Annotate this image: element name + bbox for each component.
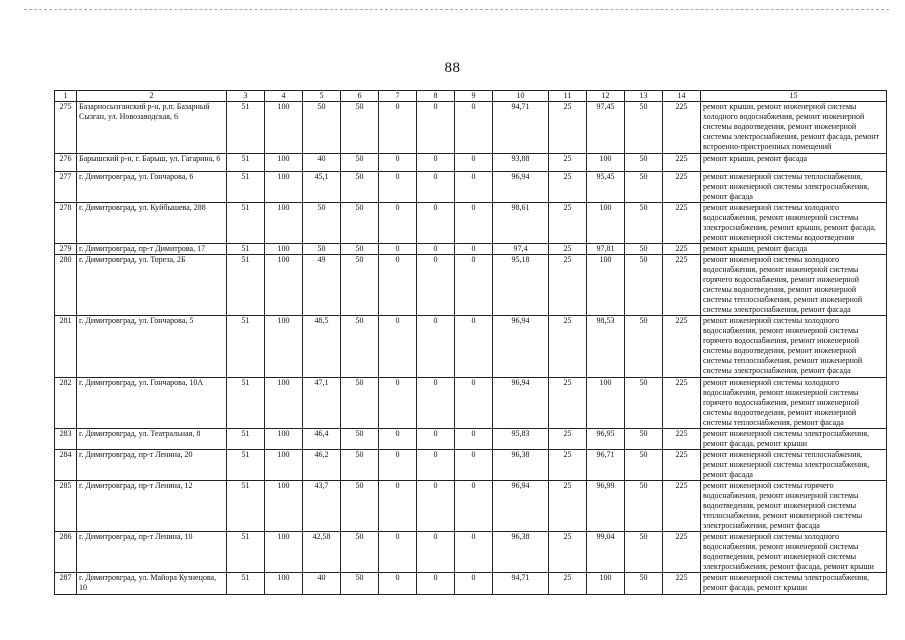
value-cell: 50 bbox=[341, 203, 379, 244]
value-cell: 100 bbox=[587, 255, 625, 316]
value-cell: 95,18 bbox=[493, 255, 549, 316]
value-cell: 98,61 bbox=[493, 203, 549, 244]
value-cell: 225 bbox=[663, 481, 701, 532]
column-number-header bbox=[55, 91, 887, 102]
value-cell: 45,1 bbox=[303, 172, 341, 203]
value-cell: 225 bbox=[663, 378, 701, 429]
value-cell: 0 bbox=[455, 573, 493, 595]
value-cell: 0 bbox=[455, 481, 493, 532]
value-cell: 25 bbox=[549, 429, 587, 450]
address-cell: г. Димитровград, ул. Куйбышева, 288 bbox=[77, 203, 227, 244]
value-cell: 50 bbox=[341, 244, 379, 255]
value-cell: 0 bbox=[379, 429, 417, 450]
value-cell: 50 bbox=[341, 172, 379, 203]
value-cell: 96,38 bbox=[493, 450, 549, 481]
value-cell: 50 bbox=[303, 203, 341, 244]
value-cell: 51 bbox=[227, 450, 265, 481]
column-header-cell: 10 bbox=[493, 91, 549, 102]
address-cell: Барышский р-н, г. Барыш, ул. Гагарина, 6 bbox=[77, 154, 227, 172]
value-cell: 51 bbox=[227, 203, 265, 244]
works-cell: ремонт инженерной системы холодного водоснабжения, ремонт инженерной системы водоотведения, ремонт инженерной системы электроснабжения, ремонт фасада, ремонт крыши bbox=[701, 532, 887, 573]
value-cell: 0 bbox=[455, 316, 493, 378]
value-cell: 0 bbox=[455, 378, 493, 429]
row-number-cell: 284 bbox=[55, 450, 77, 481]
value-cell: 25 bbox=[549, 316, 587, 378]
value-cell: 46,2 bbox=[303, 450, 341, 481]
value-cell: 0 bbox=[379, 172, 417, 203]
value-cell: 25 bbox=[549, 378, 587, 429]
value-cell: 51 bbox=[227, 172, 265, 203]
value-cell: 96,99 bbox=[587, 481, 625, 532]
value-cell: 94,71 bbox=[493, 573, 549, 595]
value-cell: 25 bbox=[549, 203, 587, 244]
value-cell: 94,71 bbox=[493, 102, 549, 154]
value-cell: 50 bbox=[625, 203, 663, 244]
top-border-rule bbox=[24, 9, 889, 10]
value-cell: 51 bbox=[227, 429, 265, 450]
repair-program-table bbox=[54, 90, 887, 595]
table-row bbox=[55, 378, 887, 429]
column-header-cell: 3 bbox=[227, 91, 265, 102]
value-cell: 50 bbox=[341, 316, 379, 378]
value-cell: 97,45 bbox=[587, 102, 625, 154]
value-cell: 50 bbox=[341, 255, 379, 316]
value-cell: 0 bbox=[379, 481, 417, 532]
value-cell: 0 bbox=[379, 450, 417, 481]
value-cell: 25 bbox=[549, 450, 587, 481]
table-row bbox=[55, 573, 887, 595]
value-cell: 100 bbox=[265, 573, 303, 595]
row-number-cell: 286 bbox=[55, 532, 77, 573]
value-cell: 100 bbox=[265, 154, 303, 172]
value-cell: 100 bbox=[265, 450, 303, 481]
value-cell: 225 bbox=[663, 172, 701, 203]
value-cell: 225 bbox=[663, 244, 701, 255]
value-cell: 0 bbox=[455, 244, 493, 255]
value-cell: 50 bbox=[303, 102, 341, 154]
value-cell: 0 bbox=[417, 255, 455, 316]
value-cell: 0 bbox=[417, 532, 455, 573]
value-cell: 96,94 bbox=[493, 481, 549, 532]
value-cell: 100 bbox=[265, 102, 303, 154]
value-cell: 100 bbox=[587, 378, 625, 429]
value-cell: 0 bbox=[417, 573, 455, 595]
value-cell: 0 bbox=[417, 102, 455, 154]
value-cell: 25 bbox=[549, 532, 587, 573]
column-header-cell: 15 bbox=[701, 91, 887, 102]
column-header-cell: 2 bbox=[77, 91, 227, 102]
value-cell: 47,1 bbox=[303, 378, 341, 429]
value-cell: 50 bbox=[341, 481, 379, 532]
table-row bbox=[55, 255, 887, 316]
table-row bbox=[55, 172, 887, 203]
row-number-cell: 278 bbox=[55, 203, 77, 244]
value-cell: 42,58 bbox=[303, 532, 341, 573]
value-cell: 100 bbox=[587, 203, 625, 244]
works-cell: ремонт крыши, ремонт фасада bbox=[701, 154, 887, 172]
value-cell: 0 bbox=[455, 450, 493, 481]
works-cell: ремонт крыши, ремонт инженерной системы холодного водоснабжения, ремонт инженерной системы водоотведения, ремонт инженерной системы электроснабжения, ремонт фасада, ремонт встроенно-пристроенных помещений bbox=[701, 102, 887, 154]
value-cell: 40 bbox=[303, 573, 341, 595]
value-cell: 225 bbox=[663, 573, 701, 595]
value-cell: 0 bbox=[379, 316, 417, 378]
value-cell: 0 bbox=[379, 532, 417, 573]
value-cell: 50 bbox=[341, 450, 379, 481]
value-cell: 0 bbox=[455, 532, 493, 573]
works-cell: ремонт инженерной системы электроснабжения, ремонт фасада, ремонт крыши bbox=[701, 573, 887, 595]
value-cell: 0 bbox=[417, 378, 455, 429]
address-cell: г. Димитровград, пр-т Ленина, 20 bbox=[77, 450, 227, 481]
table-row bbox=[55, 481, 887, 532]
value-cell: 51 bbox=[227, 102, 265, 154]
address-cell: г. Димитровград, ул. Гончарова, 5 bbox=[77, 316, 227, 378]
column-header-cell: 14 bbox=[663, 91, 701, 102]
value-cell: 51 bbox=[227, 573, 265, 595]
value-cell: 0 bbox=[455, 172, 493, 203]
address-cell: г. Димитровград, ул. Театральная, 8 bbox=[77, 429, 227, 450]
row-number-cell: 281 bbox=[55, 316, 77, 378]
value-cell: 225 bbox=[663, 429, 701, 450]
column-header-cell: 6 bbox=[341, 91, 379, 102]
row-number-cell: 276 bbox=[55, 154, 77, 172]
table-row bbox=[55, 244, 887, 255]
value-cell: 50 bbox=[341, 154, 379, 172]
value-cell: 0 bbox=[379, 573, 417, 595]
value-cell: 100 bbox=[587, 154, 625, 172]
column-header-cell: 12 bbox=[587, 91, 625, 102]
value-cell: 0 bbox=[455, 429, 493, 450]
value-cell: 50 bbox=[625, 450, 663, 481]
value-cell: 93,88 bbox=[493, 154, 549, 172]
value-cell: 225 bbox=[663, 102, 701, 154]
value-cell: 50 bbox=[625, 378, 663, 429]
table-row bbox=[55, 102, 887, 154]
address-cell: г. Димитровград, пр-т Димитрова, 17 bbox=[77, 244, 227, 255]
works-cell: ремонт инженерной системы холодного водоснабжения, ремонт инженерной системы горячего водоснабжения, ремонт инженерной системы водоотведения, ремонт инженерной системы теплоснабжения, ремонт фасада bbox=[701, 378, 887, 429]
value-cell: 0 bbox=[379, 255, 417, 316]
value-cell: 100 bbox=[265, 244, 303, 255]
value-cell: 43,7 bbox=[303, 481, 341, 532]
column-header-cell: 1 bbox=[55, 91, 77, 102]
value-cell: 50 bbox=[341, 378, 379, 429]
value-cell: 25 bbox=[549, 172, 587, 203]
value-cell: 95,45 bbox=[587, 172, 625, 203]
value-cell: 100 bbox=[265, 532, 303, 573]
value-cell: 96,94 bbox=[493, 316, 549, 378]
value-cell: 50 bbox=[341, 102, 379, 154]
column-header-cell: 9 bbox=[455, 91, 493, 102]
table-row bbox=[55, 203, 887, 244]
address-cell: г. Димитровград, ул. Тореза, 2Б bbox=[77, 255, 227, 316]
value-cell: 100 bbox=[265, 203, 303, 244]
value-cell: 0 bbox=[417, 244, 455, 255]
column-header-cell: 13 bbox=[625, 91, 663, 102]
row-number-cell: 287 bbox=[55, 573, 77, 595]
table-row bbox=[55, 532, 887, 573]
value-cell: 96,38 bbox=[493, 532, 549, 573]
value-cell: 99,04 bbox=[587, 532, 625, 573]
value-cell: 0 bbox=[455, 102, 493, 154]
row-number-cell: 275 bbox=[55, 102, 77, 154]
address-cell: г. Димитровград, ул. Гончарова, 6 bbox=[77, 172, 227, 203]
value-cell: 25 bbox=[549, 102, 587, 154]
value-cell: 0 bbox=[379, 102, 417, 154]
value-cell: 100 bbox=[265, 481, 303, 532]
value-cell: 50 bbox=[625, 429, 663, 450]
value-cell: 96,71 bbox=[587, 450, 625, 481]
works-cell: ремонт инженерной системы холодного водоснабжения, ремонт инженерной системы горячего водоснабжения, ремонт инженерной системы водоотведения, ремонт инженерной системы теплоснабжения, ремонт инженерной системы электроснабжения, ремонт фасада bbox=[701, 316, 887, 378]
value-cell: 0 bbox=[455, 255, 493, 316]
row-number-cell: 279 bbox=[55, 244, 77, 255]
works-cell: ремонт инженерной системы холодного водоснабжения, ремонт инженерной системы электроснабжения, ремонт крыши, ремонт фасада, ремонт инженерной системы водоотведения bbox=[701, 203, 887, 244]
value-cell: 50 bbox=[625, 573, 663, 595]
page-number: 88 bbox=[444, 60, 461, 76]
column-header-cell: 4 bbox=[265, 91, 303, 102]
value-cell: 225 bbox=[663, 532, 701, 573]
value-cell: 100 bbox=[265, 429, 303, 450]
value-cell: 50 bbox=[303, 244, 341, 255]
value-cell: 50 bbox=[341, 429, 379, 450]
value-cell: 96,94 bbox=[493, 172, 549, 203]
value-cell: 51 bbox=[227, 378, 265, 429]
table-row bbox=[55, 316, 887, 378]
value-cell: 100 bbox=[265, 255, 303, 316]
value-cell: 40 bbox=[303, 154, 341, 172]
value-cell: 50 bbox=[625, 481, 663, 532]
column-header-cell: 11 bbox=[549, 91, 587, 102]
value-cell: 25 bbox=[549, 244, 587, 255]
address-cell: г. Димитровград, ул. Майора Кузнецова, 10 bbox=[77, 573, 227, 595]
value-cell: 225 bbox=[663, 203, 701, 244]
value-cell: 96,94 bbox=[493, 378, 549, 429]
address-cell: г. Димитровград, пр-т Ленина, 12 bbox=[77, 481, 227, 532]
works-cell: ремонт крыши, ремонт фасада bbox=[701, 244, 887, 255]
value-cell: 97,4 bbox=[493, 244, 549, 255]
row-number-cell: 282 bbox=[55, 378, 77, 429]
works-cell: ремонт инженерной системы электроснабжения, ремонт фасада, ремонт крыши bbox=[701, 429, 887, 450]
value-cell: 0 bbox=[379, 244, 417, 255]
value-cell: 100 bbox=[265, 172, 303, 203]
row-number-cell: 280 bbox=[55, 255, 77, 316]
value-cell: 100 bbox=[265, 316, 303, 378]
value-cell: 51 bbox=[227, 244, 265, 255]
value-cell: 50 bbox=[625, 255, 663, 316]
value-cell: 25 bbox=[549, 573, 587, 595]
table-row bbox=[55, 154, 887, 172]
value-cell: 46,4 bbox=[303, 429, 341, 450]
value-cell: 50 bbox=[625, 244, 663, 255]
column-header-cell: 7 bbox=[379, 91, 417, 102]
value-cell: 50 bbox=[341, 573, 379, 595]
works-cell: ремонт инженерной системы теплоснабжения, ремонт инженерной системы электроснабжения, ремонт фасада bbox=[701, 172, 887, 203]
value-cell: 0 bbox=[455, 154, 493, 172]
row-number-cell: 285 bbox=[55, 481, 77, 532]
value-cell: 0 bbox=[455, 203, 493, 244]
value-cell: 225 bbox=[663, 154, 701, 172]
value-cell: 51 bbox=[227, 154, 265, 172]
value-cell: 225 bbox=[663, 255, 701, 316]
column-header-cell: 8 bbox=[417, 91, 455, 102]
value-cell: 100 bbox=[587, 573, 625, 595]
value-cell: 225 bbox=[663, 316, 701, 378]
value-cell: 100 bbox=[265, 378, 303, 429]
value-cell: 50 bbox=[625, 154, 663, 172]
value-cell: 50 bbox=[625, 316, 663, 378]
value-cell: 0 bbox=[379, 154, 417, 172]
works-cell: ремонт инженерной системы горячего водоснабжения, ремонт инженерной системы водоотведения, ремонт инженерной системы теплоснабжения, ремонт инженерной системы электроснабжения, ремонт фасада bbox=[701, 481, 887, 532]
value-cell: 0 bbox=[417, 316, 455, 378]
works-cell: ремонт инженерной системы теплоснабжения, ремонт инженерной системы электроснабжения, ремонт фасада bbox=[701, 450, 887, 481]
value-cell: 50 bbox=[625, 172, 663, 203]
value-cell: 96,95 bbox=[587, 429, 625, 450]
address-cell: г. Димитровград, пр-т Ленина, 10 bbox=[77, 532, 227, 573]
value-cell: 0 bbox=[417, 429, 455, 450]
value-cell: 25 bbox=[549, 154, 587, 172]
value-cell: 25 bbox=[549, 481, 587, 532]
value-cell: 0 bbox=[417, 172, 455, 203]
value-cell: 225 bbox=[663, 450, 701, 481]
column-header-cell: 5 bbox=[303, 91, 341, 102]
value-cell: 48,5 bbox=[303, 316, 341, 378]
value-cell: 98,53 bbox=[587, 316, 625, 378]
value-cell: 51 bbox=[227, 255, 265, 316]
value-cell: 97,81 bbox=[587, 244, 625, 255]
value-cell: 95,83 bbox=[493, 429, 549, 450]
row-number-cell: 277 bbox=[55, 172, 77, 203]
value-cell: 51 bbox=[227, 532, 265, 573]
value-cell: 0 bbox=[379, 378, 417, 429]
value-cell: 25 bbox=[549, 255, 587, 316]
value-cell: 50 bbox=[625, 102, 663, 154]
value-cell: 50 bbox=[341, 532, 379, 573]
value-cell: 50 bbox=[625, 532, 663, 573]
table-row bbox=[55, 450, 887, 481]
value-cell: 0 bbox=[417, 481, 455, 532]
value-cell: 51 bbox=[227, 316, 265, 378]
table-row bbox=[55, 429, 887, 450]
address-cell: г. Димитровград, ул. Гончарова, 10А bbox=[77, 378, 227, 429]
value-cell: 0 bbox=[417, 450, 455, 481]
value-cell: 49 bbox=[303, 255, 341, 316]
works-cell: ремонт инженерной системы холодного водоснабжения, ремонт инженерной системы горячего водоснабжения, ремонт инженерной системы водоотведения, ремонт инженерной системы теплоснабжения, ремонт инженерной системы электроснабжения, ремонт фасада bbox=[701, 255, 887, 316]
value-cell: 0 bbox=[417, 203, 455, 244]
row-number-cell: 283 bbox=[55, 429, 77, 450]
value-cell: 51 bbox=[227, 481, 265, 532]
value-cell: 0 bbox=[379, 203, 417, 244]
value-cell: 0 bbox=[417, 154, 455, 172]
address-cell: Базарносызганский р-н, р.п. Базарный Сызган, ул. Новозаводская, 6 bbox=[77, 102, 227, 154]
